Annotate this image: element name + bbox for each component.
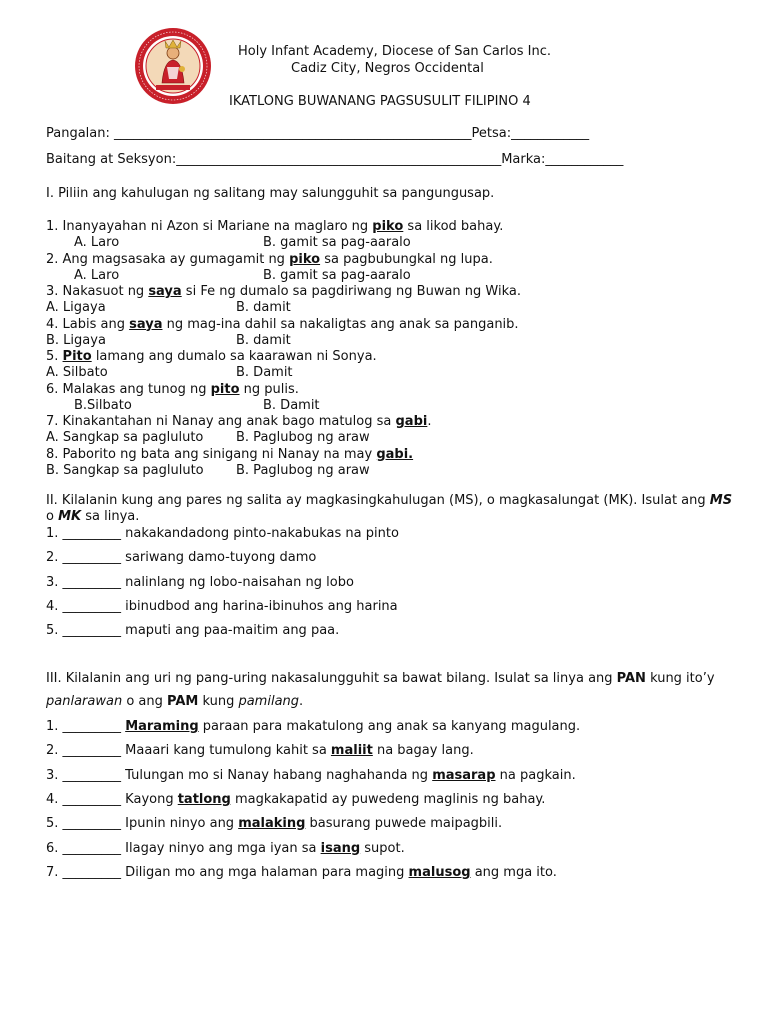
ms-mk-item	[46, 575, 354, 591]
choice-b[interactable]: B. Paglubog ng araw	[236, 430, 370, 445]
question-item	[46, 349, 377, 365]
question-item	[46, 284, 521, 300]
section1-instruction: I. Piliin ang kahulugan ng salitang may salungguhit sa pangungusap.	[46, 186, 495, 201]
question-item	[46, 252, 493, 268]
choice-b[interactable]: B. Damit	[236, 365, 293, 380]
underlined-word: saya	[148, 284, 182, 299]
answer-blank[interactable]: 4. _________	[46, 791, 122, 807]
answer-blank[interactable]: 3. _________	[46, 767, 122, 783]
underlined-adjective: malusog	[408, 864, 471, 880]
item-text: ibinudbod ang harina-ibinuhos ang harina	[121, 598, 398, 614]
date-label: Petsa:	[471, 126, 512, 141]
panlarawan-term: panlarawan	[46, 694, 123, 709]
underlined-adjective: Maraming	[125, 719, 199, 734]
choice-a[interactable]: A. Laro	[74, 235, 120, 250]
answer-blank[interactable]: 1. _________	[46, 526, 122, 541]
item-text: Maaari kang tumulong kahit sa	[121, 743, 331, 759]
choice-a[interactable]: A. Silbato	[46, 365, 108, 380]
pamilang-term: pamilang	[238, 694, 300, 709]
score-label: Marka:	[501, 152, 546, 167]
name-label: Pangalan:	[46, 126, 115, 141]
choice-a[interactable]: A. Ligaya	[46, 300, 106, 315]
ms-mk-item	[46, 550, 316, 566]
item-text-end: basurang puwede maipagbili.	[305, 816, 503, 832]
ms-mk-item	[46, 526, 399, 542]
choice-b[interactable]: B. gamit sa pag-aaralo	[263, 267, 411, 283]
section3-instruction-line1	[46, 671, 715, 687]
item-text-end: na pagkain.	[495, 767, 576, 783]
item-text: nalinlang ng lobo-naisahan ng lobo	[121, 574, 354, 590]
question-item	[46, 382, 299, 398]
item-text: Ilagay ninyo ang mga iyan sa	[121, 840, 321, 856]
section2-instruction-line1	[46, 493, 732, 509]
question-text: 2. Ang magsasaka ay gumagamit ng	[46, 251, 290, 267]
item-text: nakakandadong pinto-nakabukas na pinto	[121, 526, 399, 541]
item-text: Kayong	[121, 791, 178, 807]
adjective-item	[46, 792, 545, 808]
section3-instruction-text: III. Kilalanin ang uri ng pang-uring nakasalungguhit sa bawat bilang. Isulat sa linya ang	[46, 671, 617, 686]
score-line[interactable]: ____________	[545, 152, 624, 167]
underlined-word: saya	[129, 316, 163, 332]
grade-field-row	[46, 152, 623, 168]
question-text-end: lamang ang dumalo sa kaarawan ni Sonya.	[91, 349, 377, 364]
question-item	[46, 414, 431, 430]
section3-instruction-text-2: kung ito’y	[645, 671, 715, 686]
section2-instruction-text: II. Kilalanin kung ang pares ng salita ay magkasingkahulugan (MS), o magkasalungat (MK). Isulat ang	[46, 493, 710, 508]
name-line[interactable]: _______________________________________________________	[114, 126, 472, 141]
question-text-end: .	[427, 414, 432, 429]
question-item	[46, 317, 519, 333]
section3-instruction-text-3: o ang	[122, 694, 167, 709]
adjective-item	[46, 768, 576, 784]
adjective-item	[46, 865, 557, 881]
question-text: 3. Nakasuot ng	[46, 284, 149, 299]
choice-a[interactable]: B. Sangkap sa pagluluto	[46, 462, 204, 478]
ms-mk-item	[46, 623, 339, 639]
section2-instruction-line2	[46, 509, 139, 525]
grade-label: Baitang at Seksyon:	[46, 152, 177, 167]
underlined-word: piko	[372, 219, 404, 234]
adjective-item	[46, 816, 502, 832]
adjective-item	[46, 743, 474, 759]
choice-a[interactable]: B.Silbato	[74, 397, 132, 413]
section3-instruction-line2	[46, 694, 303, 710]
answer-blank[interactable]: 4. _________	[46, 598, 122, 614]
question-item	[46, 447, 413, 463]
ms-mk-item	[46, 599, 398, 615]
question-text: 6. Malakas ang tunog ng	[46, 381, 211, 397]
question-text-end: ng pulis.	[239, 381, 299, 397]
choice-b[interactable]: B. Paglubog ng araw	[236, 462, 370, 478]
underlined-adjective: isang	[320, 840, 361, 856]
answer-blank[interactable]: 1. _________	[46, 719, 122, 734]
item-text-end: paraan para makatulong ang anak sa kanyang magulang.	[198, 719, 581, 734]
question-text-end: sa likod bahay.	[403, 219, 504, 234]
item-text: Tulungan mo si Nanay habang naghahanda ng	[121, 767, 433, 783]
item-text: Diligan mo ang mga halaman para maging	[121, 864, 409, 880]
pam-code: PAM	[167, 694, 199, 709]
item-text-end: magkakapatid ay puwedeng maglinis ng bahay.	[230, 791, 546, 807]
choice-b[interactable]: B. damit	[236, 300, 291, 315]
underlined-adjective: maliit	[330, 743, 373, 759]
item-text: maputi ang paa-maitim ang paa.	[121, 623, 340, 638]
school-name: Holy Infant Academy, Diocese of San Carlos Inc.	[238, 44, 551, 59]
answer-blank[interactable]: 6. _________	[46, 840, 122, 856]
underlined-adjective: tatlong	[177, 791, 231, 807]
question-text: 5.	[46, 349, 63, 364]
answer-blank[interactable]: 2. _________	[46, 743, 122, 759]
question-item	[46, 219, 503, 235]
item-text-end: supot.	[360, 840, 405, 856]
section3-instruction-text-4: kung	[198, 694, 239, 709]
question-text-end: si Fe ng dumalo sa pagdiriwang ng Buwan ng Wika.	[181, 284, 521, 299]
name-field-row	[46, 126, 589, 142]
choice-a[interactable]: B. Ligaya	[46, 332, 106, 348]
underlined-word: pito	[210, 381, 240, 397]
underlined-word: piko	[289, 251, 321, 267]
exam-title: IKATLONG BUWANANG PAGSUSULIT FILIPINO 4	[229, 94, 531, 109]
answer-blank[interactable]: 7. _________	[46, 864, 122, 880]
question-text: 7. Kinakantahan ni Nanay ang anak bago matulog sa	[46, 414, 396, 429]
choice-b[interactable]: B. damit	[236, 332, 291, 348]
underlined-word: gabi.	[376, 446, 414, 462]
answer-blank[interactable]: 3. _________	[46, 574, 122, 590]
section2-instruction-text-2: o	[46, 509, 59, 524]
item-text: Ipunin ninyo ang	[121, 816, 239, 832]
choice-b[interactable]: B. Damit	[263, 397, 320, 413]
choice-a[interactable]: A. Sangkap sa pagluluto	[46, 430, 204, 445]
question-text-end: ng mag-ina dahil sa nakaligtas ang anak sa panganib.	[162, 316, 519, 332]
answer-blank[interactable]: 5. _________	[46, 623, 122, 638]
question-text: 8. Paborito ng bata ang sinigang ni Nanay na may	[46, 446, 377, 462]
choice-b[interactable]: B. gamit sa pag-aaralo	[263, 235, 411, 250]
mk-code: MK	[58, 509, 82, 524]
answer-blank[interactable]: 5. _________	[46, 816, 122, 832]
section3-instruction-text-5: .	[299, 694, 304, 709]
date-line[interactable]: ____________	[511, 126, 590, 141]
item-text-end: ang mga ito.	[470, 864, 557, 880]
school-location: Cadiz City, Negros Occidental	[291, 61, 484, 76]
adjective-item	[46, 719, 580, 735]
question-text: 1. Inanyayahan ni Azon si Mariane na maglaro ng	[46, 219, 373, 234]
grade-line[interactable]: __________________________________________________	[176, 152, 502, 167]
question-text: 4. Labis ang	[46, 316, 130, 332]
underlined-word: gabi	[395, 414, 428, 429]
adjective-item	[46, 841, 405, 857]
underlined-adjective: masarap	[432, 767, 496, 783]
underlined-word: Pito	[62, 349, 92, 364]
question-text-end: sa pagbubungkal ng lupa.	[320, 251, 493, 267]
item-text: sariwang damo-tuyong damo	[121, 550, 317, 566]
pan-code: PAN	[616, 671, 646, 686]
school-seal-logo	[134, 27, 212, 105]
item-text-end: na bagay lang.	[372, 743, 474, 759]
choice-a[interactable]: A. Laro	[74, 267, 120, 283]
ms-code: MS	[709, 493, 733, 508]
underlined-adjective: malaking	[238, 816, 306, 832]
section2-instruction-text-3: sa linya.	[81, 509, 140, 524]
answer-blank[interactable]: 2. _________	[46, 550, 122, 566]
